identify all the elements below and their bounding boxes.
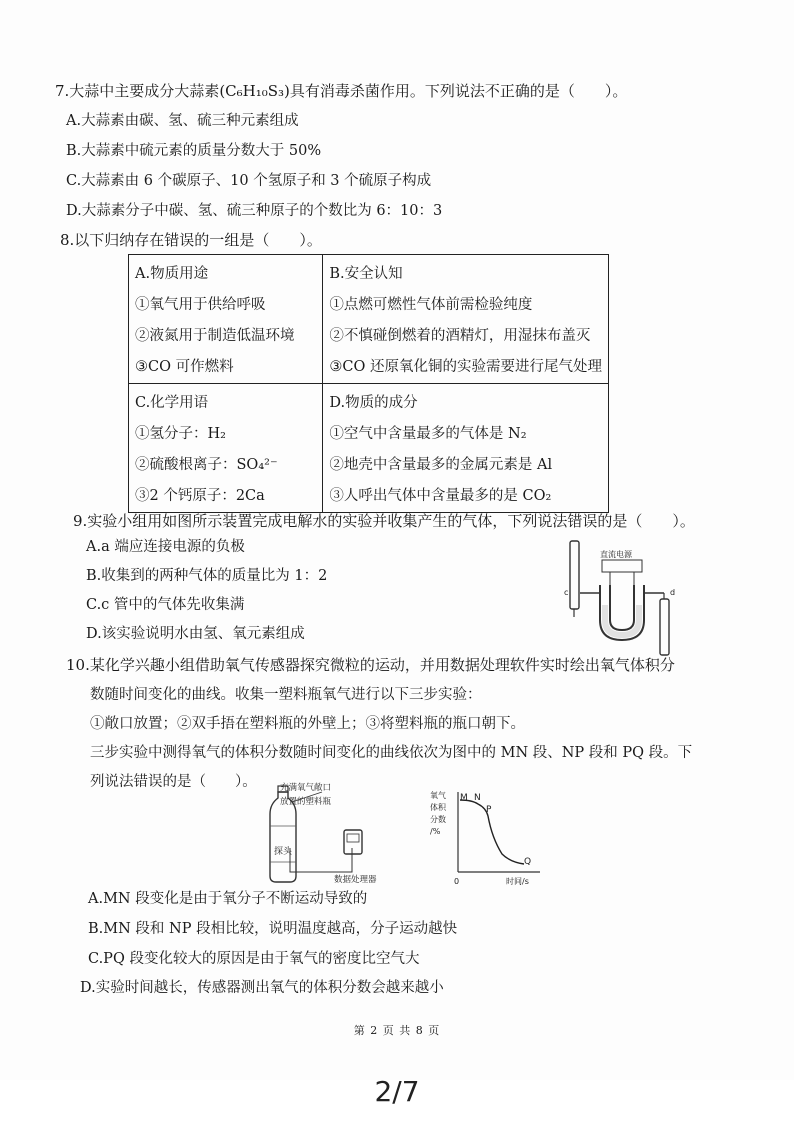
q7-option-d: D.大蒜素分子中碳、氢、硫三种原子的个数比为 6：10：3 xyxy=(66,203,443,219)
q10-option-b: B.MN 段和 NP 段相比较，说明温度越高，分子运动越快 xyxy=(88,921,458,937)
q10-stem-line5: 列说法错误的是（ ）。 xyxy=(90,774,257,790)
q8-cell-d-line1: ①空气中含量最多的气体是 N₂ xyxy=(329,426,527,442)
bottle-label-line2: 放置的塑料瓶 xyxy=(280,797,332,807)
q8-cell-b xyxy=(323,255,609,384)
q8-cell-a-line2: ②液氮用于制造低温环境 xyxy=(135,328,295,344)
point-q-label: Q xyxy=(524,857,532,867)
point-n-label: N xyxy=(474,793,481,803)
q8-cell-a xyxy=(129,255,323,384)
y-label-2: 体积 xyxy=(430,803,446,812)
q8-cell-c xyxy=(129,384,323,513)
y-label-3: 分数 xyxy=(430,815,446,824)
probe-label: 探头 xyxy=(274,847,293,857)
q8-cell-b-title: B.安全认知 xyxy=(329,266,403,282)
tube-c-label: c xyxy=(564,588,569,597)
q8-cell-b-line3: ③CO 还原氧化铜的实验需要进行尾气处理 xyxy=(329,359,602,375)
q8-cell-c-line3: ③2 个钙原子：2Ca xyxy=(135,488,265,504)
q8-table xyxy=(128,254,609,513)
q10-stem-line1: 10.某化学兴趣小组借助氧气传感器探究微粒的运动，并用数据处理软件实时绘出氧气体积分 xyxy=(66,656,675,674)
page-indicator: 2/7 xyxy=(374,1075,420,1108)
y-label-4: /% xyxy=(430,827,441,836)
q7-stem: 7.大蒜中主要成分大蒜素(C₆H₁₀S₃)具有消毒杀菌作用。下列说法不正确的是（ ）。 xyxy=(55,82,628,100)
oxygen-sensor-figure xyxy=(262,778,552,890)
q10-stem-line3: ①敞口放置；②双手捂在塑料瓶的外壁上；③将塑料瓶的瓶口朝下。 xyxy=(90,716,525,732)
q8-cell-b-line1: ①点燃可燃性气体前需检验纯度 xyxy=(329,297,533,313)
q9-option-c: C.c 管中的气体先收集满 xyxy=(86,597,245,613)
q7-option-c: C.大蒜素由 6 个碳原子、10 个氢原子和 3 个硫原子构成 xyxy=(66,173,432,189)
q8-cell-b-line2: ②不慎碰倒燃着的酒精灯，用湿抹布盖灭 xyxy=(329,328,591,344)
page-footer: 第 2 页 共 8 页 xyxy=(353,1024,441,1037)
q8-cell-c-title: C.化学用语 xyxy=(135,395,209,411)
point-m-label: M xyxy=(460,793,468,803)
q10-stem-line4: 三步实验中测得氧气的体积分数随时间变化的曲线依次为图中的 MN 段、NP 段和 PQ 段。下 xyxy=(90,745,693,761)
q7-option-b: B.大蒜素中硫元素的质量分数大于 50% xyxy=(66,143,322,159)
y-label-1: 氧气 xyxy=(430,791,446,800)
q8-stem: 8.以下归纳存在错误的一组是（ ）。 xyxy=(60,231,322,249)
q8-cell-c-line2: ②硫酸根离子：SO₄²⁻ xyxy=(135,457,278,473)
q8-cell-a-title: A.物质用途 xyxy=(135,266,209,282)
q9-option-d: D.该实验说明水由氢、氧元素组成 xyxy=(86,626,305,642)
q8-cell-a-line1: ①氧气用于供给呼吸 xyxy=(135,297,266,313)
tube-d-label: d xyxy=(670,588,676,597)
q9-stem: 9.实验小组用如图所示装置完成电解水的实验并收集产生的气体，下列说法错误的是（ ）。 xyxy=(73,512,695,530)
q10-option-a: A.MN 段变化是由于氧分子不断运动导致的 xyxy=(88,891,368,907)
electrolysis-apparatus-figure xyxy=(560,535,690,660)
q9-option-a: A.a 端应连接电源的负极 xyxy=(86,539,245,555)
power-source-label: 直流电源 xyxy=(600,550,632,559)
q8-cell-a-line3: ③CO 可作燃料 xyxy=(135,359,234,375)
point-p-label: P xyxy=(486,805,492,815)
q8-cell-d xyxy=(323,384,609,513)
q8-cell-d-title: D.物质的成分 xyxy=(329,395,418,411)
q7-option-a: A.大蒜素由碳、氢、硫三种元素组成 xyxy=(66,113,299,129)
q10-option-c: C.PQ 段变化较大的原因是由于氧气的密度比空气大 xyxy=(88,951,420,967)
q8-cell-d-line2: ②地壳中含量最多的金属元素是 Al xyxy=(329,457,553,473)
origin-label: 0 xyxy=(454,877,460,886)
oxygen-curve xyxy=(460,800,524,864)
q9-option-b: B.收集到的两种气体的质量比为 1：2 xyxy=(86,568,328,584)
q10-option-d: D.实验时间越长，传感器测出氧气的体积分数会越来越小 xyxy=(80,980,444,996)
x-axis-label: 时间/s xyxy=(506,877,529,886)
q10-stem-line2: 数随时间变化的曲线。收集一塑料瓶氧气进行以下三步实验： xyxy=(90,687,482,703)
processor-label: 数据处理器 xyxy=(334,875,377,885)
q8-cell-c-line1: ①氢分子：H₂ xyxy=(135,426,226,442)
bottle-label-line1: 充满氧气敞口 xyxy=(280,783,332,793)
q8-cell-d-line3: ③人呼出气体中含量最多的是 CO₂ xyxy=(329,488,552,504)
